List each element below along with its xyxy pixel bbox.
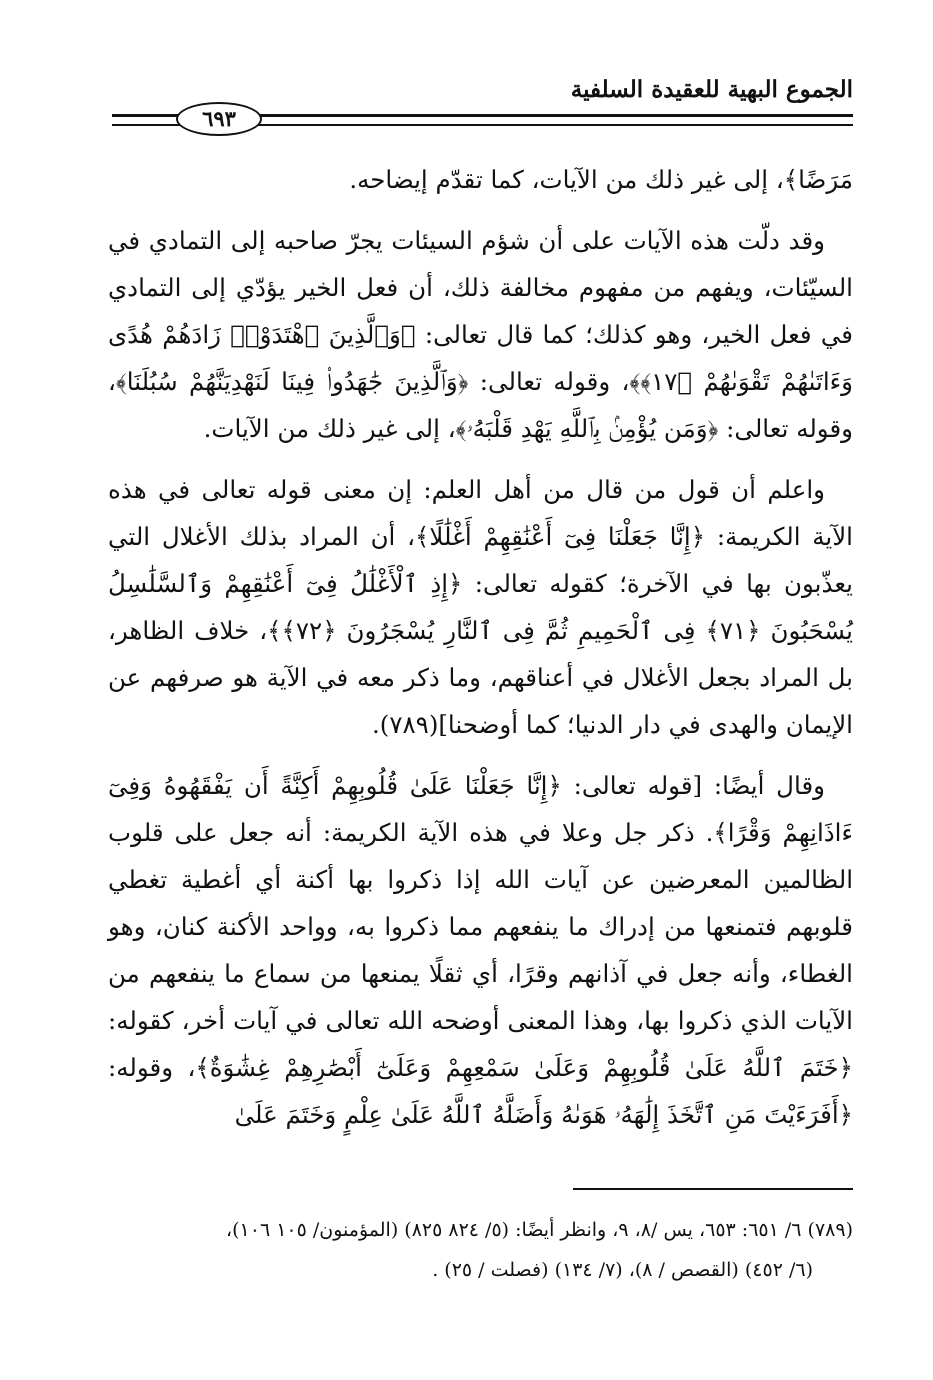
footnotes [108,1210,853,1290]
paragraph: وقال أيضًا: [قوله تعالى: ﴿إِنَّا جَعَلْنَا عَلَىٰ قُلُوبِهِمْ أَكِنَّةً أَن يَفْقَهُوهُ وَفِىٓ ءَاذَانِهِمْ وَقْرًا﴾. ذكر جل وعلا في هذه الآية الكريمة: أنه جعل على قلوب الظالمين المعرضين عن آيات الله إذا ذكروا بها أكنة أي أغطية تغطي قلوبهم فتمنعها من إدراك ما ينفعهم مما ذكروا به، وواحد الأكنة كنان، وهو الغطاء، وأنه جعل في آذانهم وقرًا، أي ثقلًا يمنعها من سماع ما ينفعهم من الآيات الذي ذكروا بها، وهذا المعنى أوضحه الله تعالى في آيات أخر، كقوله: ﴿خَتَمَ ٱللَّهُ عَلَىٰ قُلُوبِهِمْ وَعَلَىٰ سَمْعِهِمْ وَعَلَىٰٓ أَبْصَٰرِهِمْ غِشَٰوَةٌ﴾، وقوله: ﴿أَفَرَءَيْتَ مَنِ ٱتَّخَذَ إِلَٰهَهُۥ هَوَىٰهُ وَأَضَلَّهُ ٱللَّهُ عَلَىٰ عِلْمٍ وَخَتَمَ عَلَىٰ [108,771,853,1129]
paragraph: واعلم أن قول من قال من أهل العلم: إن معنى قوله تعالى في هذه الآية الكريمة: ﴿إِنَّا جَعَلْنَا فِىٓ أَعْنَٰقِهِمْ أَغْلَٰلًا﴾، أن المراد بذلك الأغلال التي يعذّبون بها في الآخرة؛ كقوله تعالى: ﴿إِذِ ٱلْأَغْلَٰلُ فِىٓ أَعْنَٰقِهِمْ وَٱلسَّلَٰسِلُ يُسْحَبُونَ ﴿٧١﴾ فِى ٱلْحَمِيمِ ثُمَّ فِى ٱلنَّارِ يُسْجَرُونَ ﴿٧٢﴾﴾، خلاف الظاهر، بل المراد بجعل الأغلال في أعناقهم، وما ذكر معه في الآية هو صرفهم عن الإيمان والهدى في دار الدنيا؛ كما أوضحنا](٧٨٩). [108,475,853,739]
footnote-line: (٧٨٩) ٦/ ٦٥١: ٦٥٣، يس /٨، ٩، وانظر أيضًا: (٥/ ٨٢٤ ٨٢٥) (المؤمنون/ ١٠٥ ١٠٦)، [226,1219,853,1241]
page-number: ٦٩٣ [176,102,262,136]
footnote-rule [573,1188,853,1190]
paragraph: مَرَضًا﴾، إلى غير ذلك من الآيات، كما تقدّم إيضاحه. [349,165,853,194]
body-text [108,156,853,1152]
paragraph: وقد دلّت هذه الآيات على أن شؤم السيئات يجرّ صاحبه إلى التمادي في السيّئات، ويفهم من مفهوم مخالفة ذلك، أن فعل الخير يؤدّي إلى التمادي في فعل الخير، وهو كذلك؛ كما قال تعالى: ﴿وَٱلَّذِينَ ٱهْتَدَوْا۟ زَادَهُمْ هُدًى وَءَاتَىٰهُمْ تَقْوَىٰهُمْ ﴿١٧﴾﴾، وقوله تعالى: ﴿وَٱلَّذِينَ جَٰهَدُوا۟ فِينَا لَنَهْدِيَنَّهُمْ سُبُلَنَا﴾، وقوله تعالى: ﴿وَمَن يُؤْمِنۢ بِٱللَّهِ يَهْدِ قَلْبَهُۥ﴾، إلى غير ذلك من الآيات. [108,226,853,443]
running-title: الجموع البهية للعقيدة السلفية [570,76,853,103]
footnote-line: (٦/ ٤٥٢) (القصص / ٨)، (٧/ ١٣٤) (فصلت / ٢٥) . [432,1259,813,1281]
